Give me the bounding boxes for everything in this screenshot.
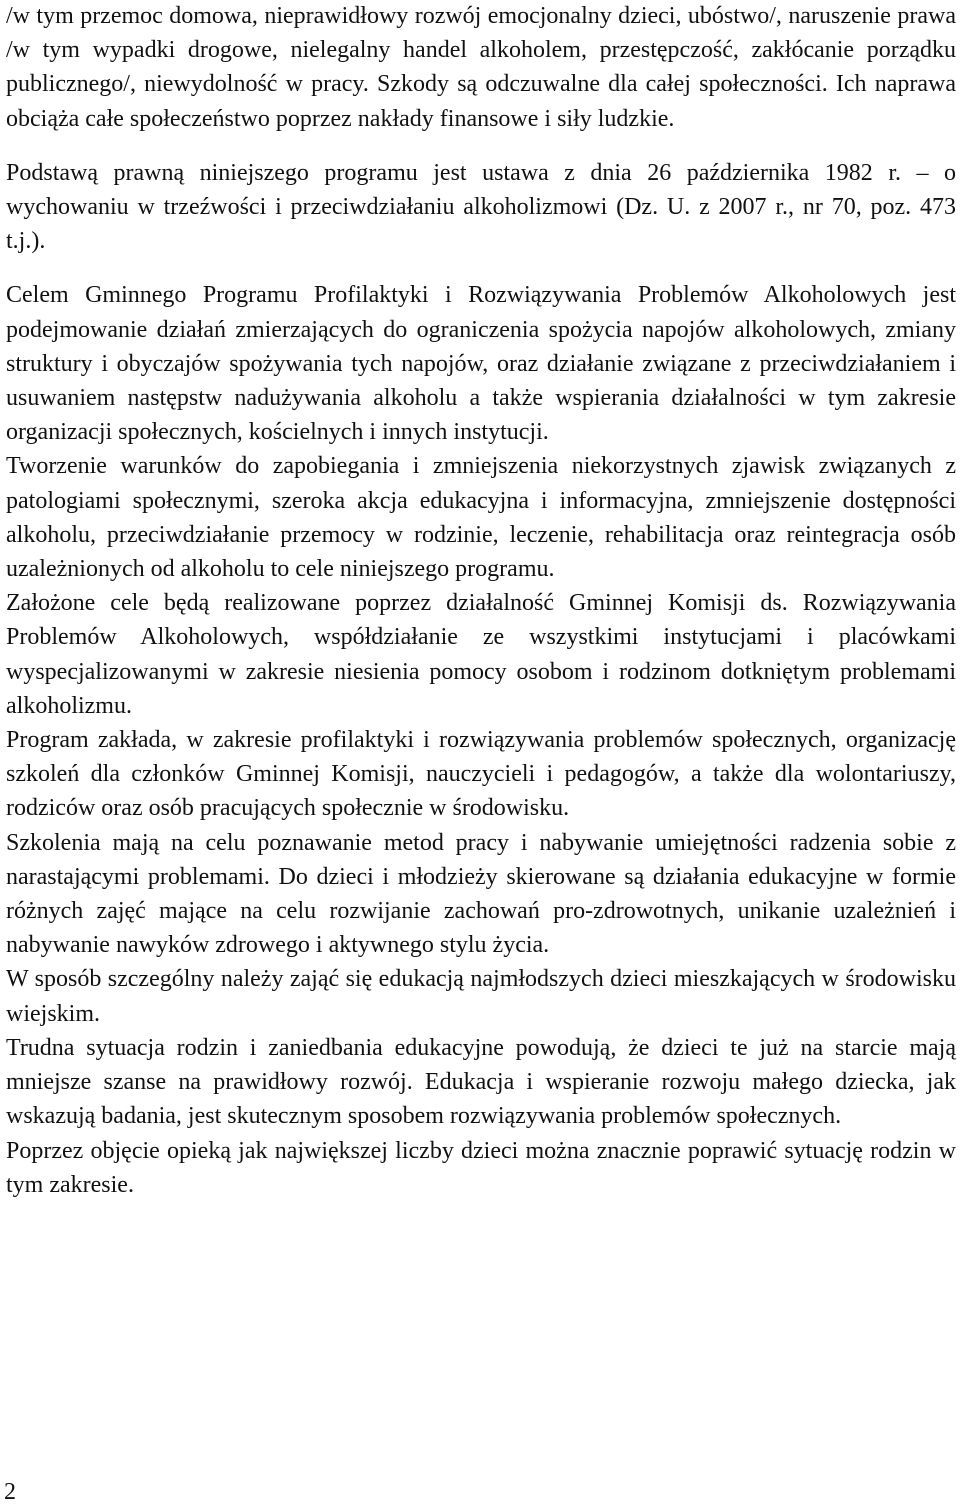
page-number: 2 (4, 1479, 16, 1505)
paragraph-rural-education: W sposób szczególny należy zająć się edukacją najmłodszych dzieci mieszkających w środowisku wiejskim. (6, 966, 956, 1027)
paragraph-commission: Założone cele będą realizowane poprzez działalność Gminnej Komisji ds. Rozwiązywania Problemów Alkoholowych, współdziałanie ze wszystkimi instytucjami i placówkami wyspecjalizowanymi w zakresie niesienia pomocy osobom i rodzinom dotkniętym problemami alkoholizmu. (6, 590, 956, 719)
paragraph-training-goals: Szkolenia mają na celu poznawanie metod pracy i nabywanie umiejętności radzenia sobie z narastającymi problemami. Do dzieci i młodzieży skierowane są działania edukacyjne w formie różnych zajęć mające na celu rozwijanie zachowań pro-zdrowotnych, unikanie uzależnień i nabywanie nawyków zdrowego i aktywnego stylu życia. (6, 829, 956, 959)
paragraph-family-situation: Trudna sytuacja rodzin i zaniedbania edukacyjne powodują, że dzieci te już na starcie mają mniejsze szanse na prawidłowy rozwój. Edukacja i wspieranie rozwoju małego dziecka, jak wskazują badania, jest skutecznym sposobem rozwiązywania problemów społecznych. (6, 1034, 956, 1130)
paragraph-conditions: Tworzenie warunków do zapobiegania i zmniejszenia niekorzystnych zjawisk związanych z patologiami społecznymi, szeroka akcja edukacyjna i informacyjna, zmniejszenie dostępności alkoholu, przeciwdziałanie przemocy w rodzinie, leczenie, rehabilitacja oraz reintegracja osób uzależnionych od alkoholu to cele niniejszego programu. (6, 453, 956, 583)
paragraph-training: Program zakłada, w zakresie profilaktyki i rozwiązywania problemów społecznych, organizację szkoleń dla członków Gminnej Komisji, nauczycieli i pedagogów, a także dla wolontariuszy, rodziców oraz osób pracujących społecznie w środowisku. (6, 727, 956, 822)
paragraph-program-goal: Celem Gminnego Programu Profilaktyki i Rozwiązywania Problemów Alkoholowych jest podejmowanie działań zmierzających do ograniczenia spożycia napojów alkoholowych, zmiany struktury i obyczajów spożywania tych napojów, oraz działanie związane z przeciwdziałaniem i usuwaniem następstw nadużywania alkoholu a także wspierania działalności w tym zakresie organizacji społecznych, kościelnych i innych instytucji. (6, 282, 956, 446)
paragraph-care: Poprzez objęcie opieką jak największej liczby dzieci można znacznie poprawić sytuację rodzin w tym zakresie. (6, 1137, 956, 1198)
document-page (6, 0, 956, 1202)
paragraph-legal-basis: Podstawą prawną niniejszego programu jest ustawa z dnia 26 października 1982 r. – o wychowaniu w trzeźwości i przeciwdziałaniu alkoholizmowi (Dz. U. z 2007 r., nr 70, poz. 473 t.j.). (6, 159, 956, 255)
paragraph-gap (6, 136, 956, 156)
paragraph-gap (6, 258, 956, 278)
paragraph-consequences: /w tym przemoc domowa, nieprawidłowy rozwój emocjonalny dzieci, ubóstwo/, naruszenie prawa /w tym wypadki drogowe, nielegalny handel alkoholem, przestępczość, zakłócanie porządku publicznego/, niewydolność w pracy. Szkody są odczuwalne dla całej społeczności. Ich naprawa obciąża całe społeczeństwo poprzez nakłady finansowe i siły ludzkie. (6, 3, 956, 132)
